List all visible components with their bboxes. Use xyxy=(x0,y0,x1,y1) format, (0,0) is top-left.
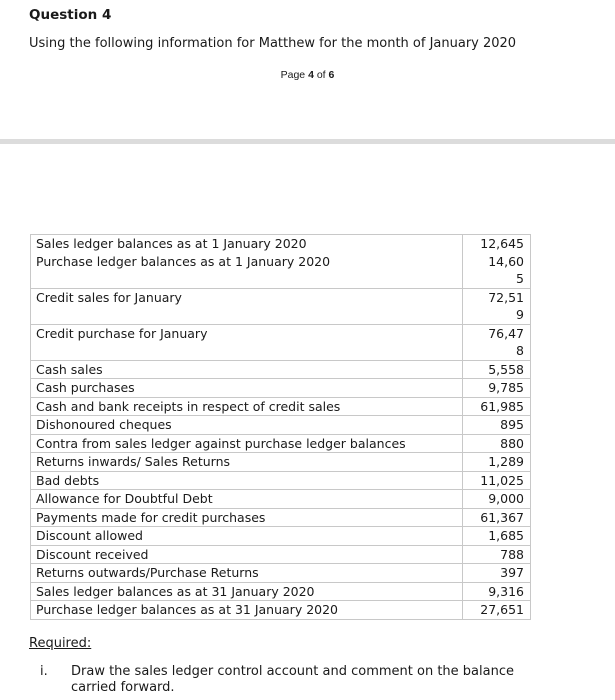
ledger-description-line: Purchase ledger balances as at 31 January 2020 xyxy=(36,602,339,617)
ledger-description-line: Dishonoured cheques xyxy=(36,417,172,432)
ledger-description xyxy=(31,471,463,490)
page-middle: of xyxy=(313,69,329,81)
ledger-description-line: Discount allowed xyxy=(36,528,143,543)
ledger-description xyxy=(31,508,463,527)
ledger-description-line: Payments made for credit purchases xyxy=(36,509,266,525)
ledger-row xyxy=(31,545,531,564)
ledger-description-line xyxy=(36,342,456,360)
ledger-row xyxy=(31,453,531,472)
ledger-body xyxy=(31,235,531,620)
ledger-description-line: Cash and bank receipts in respect of credit sales xyxy=(36,398,341,414)
ledger-row xyxy=(31,416,531,435)
ledger-amount-line: 788 xyxy=(500,546,524,562)
ledger-amount xyxy=(463,564,531,583)
ledger-amount xyxy=(463,508,531,527)
ledger-description xyxy=(31,360,463,379)
ledger-amount-line: 9 xyxy=(516,307,524,322)
ledger-amount xyxy=(463,527,531,546)
ledger-description-line: Cash purchases xyxy=(36,380,135,395)
ledger-row xyxy=(31,360,531,379)
ledger-amount-line: 61,985 xyxy=(480,398,524,414)
page-current: 4 xyxy=(308,69,314,81)
ledger-amount-line: 880 xyxy=(500,435,524,451)
ledger-row xyxy=(31,564,531,583)
ledger-row xyxy=(31,379,531,398)
ledger-amount xyxy=(463,434,531,453)
ledger-description-line: Sales ledger balances as at 31 January 2020 xyxy=(36,583,315,599)
page-indicator xyxy=(0,69,615,81)
ledger-row xyxy=(31,582,531,601)
ledger-amount-line: 61,367 xyxy=(480,509,524,525)
ledger-description xyxy=(31,416,463,435)
ledger-description-line xyxy=(36,306,456,324)
ledger-amount-line: 397 xyxy=(500,565,524,580)
ledger-amount xyxy=(463,379,531,398)
ledger-description xyxy=(31,288,463,324)
ledger-description xyxy=(31,434,463,453)
ledger-description-line: Sales ledger balances as at 1 January 2020 xyxy=(36,236,307,251)
ledger-description xyxy=(31,582,463,601)
ledger-description xyxy=(31,397,463,416)
ledger-amount-line: 9,785 xyxy=(488,380,524,395)
ledger-amount xyxy=(463,397,531,416)
ledger-amount xyxy=(463,490,531,509)
ledger-description-line: Purchase ledger balances as at 1 January 2020 xyxy=(36,253,331,269)
ledger-amount xyxy=(463,545,531,564)
ledger-amount-line: 5 xyxy=(516,271,524,286)
ledger-description-line: Discount received xyxy=(36,546,149,562)
page-prefix: Page xyxy=(280,69,309,81)
page-total: 6 xyxy=(328,69,335,81)
ledger-amount-line: 1,289 xyxy=(488,454,524,469)
ledger-description-line: Credit purchase for January xyxy=(36,325,208,341)
ledger-amount-line: 72,51 xyxy=(488,289,524,305)
ledger-amount-line: 76,47 xyxy=(488,325,524,341)
question-intro: Using the following information for Matthew for the month of January 2020 xyxy=(29,36,517,51)
ledger-description xyxy=(31,527,463,546)
ledger-row xyxy=(31,527,531,546)
ledger-amount xyxy=(463,471,531,490)
ledger-amount xyxy=(463,324,531,360)
ledger-description xyxy=(31,490,463,509)
page-divider xyxy=(0,139,615,144)
ledger-description-line: Returns inwards/ Sales Returns xyxy=(36,454,231,469)
ledger-description-line: Allowance for Doubtful Debt xyxy=(36,491,213,506)
ledger-amount-line: 9,000 xyxy=(488,491,524,506)
required-heading: Required: xyxy=(29,636,92,651)
ledger-row xyxy=(31,434,531,453)
ledger-row xyxy=(31,288,531,324)
ledger-amount xyxy=(463,416,531,435)
ledger-row xyxy=(31,508,531,527)
ledger-amount-line: 12,645 xyxy=(480,236,524,251)
ledger-amount xyxy=(463,453,531,472)
ledger-amount xyxy=(463,235,531,289)
ledger-amount-line: 895 xyxy=(500,417,524,432)
ledger-amount-line: 27,651 xyxy=(480,602,524,617)
ledger-description-line: Returns outwards/Purchase Returns xyxy=(36,565,259,580)
ledger-description-line: Bad debts xyxy=(36,472,100,488)
ledger-description xyxy=(31,235,463,289)
ledger-amount xyxy=(463,360,531,379)
ledger-row xyxy=(31,490,531,509)
ledger-row xyxy=(31,397,531,416)
ledger-description xyxy=(31,545,463,564)
ledger-description-line: Cash sales xyxy=(36,361,103,377)
ledger-amount-line: 8 xyxy=(516,343,524,358)
ledger-description-line: Contra from sales ledger against purchase ledger balances xyxy=(36,435,406,451)
ledger-description xyxy=(31,324,463,360)
ledger-description xyxy=(31,453,463,472)
ledger-amount xyxy=(463,288,531,324)
ledger-amount xyxy=(463,582,531,601)
ledger-description xyxy=(31,564,463,583)
ledger-amount-line: 5,558 xyxy=(488,361,524,377)
ledger-row xyxy=(31,324,531,360)
ledger-description-line xyxy=(36,270,456,288)
required-item-number: i. xyxy=(40,664,48,679)
ledger-amount xyxy=(463,601,531,620)
ledger-amount-line: 1,685 xyxy=(488,528,524,543)
ledger-description xyxy=(31,601,463,620)
ledger-row xyxy=(31,601,531,620)
ledger-description xyxy=(31,379,463,398)
required-item-text: Draw the sales ledger control account and comment on the balance carried forward. xyxy=(71,664,514,695)
ledger-amount-line: 11,025 xyxy=(480,472,524,488)
ledger-description-line: Credit sales for January xyxy=(36,289,182,305)
ledger-row xyxy=(31,471,531,490)
ledger-amount-line: 9,316 xyxy=(488,583,524,599)
ledger-amount-line: 14,60 xyxy=(488,253,524,269)
ledger-table xyxy=(30,234,531,620)
question-title: Question 4 xyxy=(29,7,112,23)
ledger-row xyxy=(31,235,531,289)
